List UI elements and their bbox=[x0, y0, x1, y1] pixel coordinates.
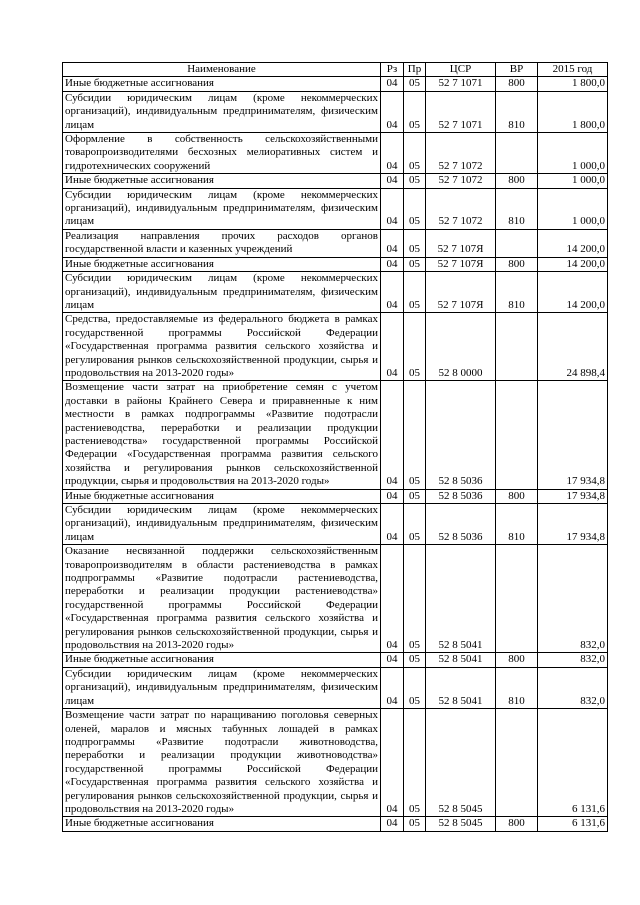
table-row bbox=[63, 133, 608, 174]
table-row bbox=[63, 188, 608, 229]
header-sum: 2015 год bbox=[538, 63, 608, 77]
cell-pr: 05 bbox=[404, 188, 426, 229]
cell-sum: 6 131,6 bbox=[538, 709, 608, 817]
cell-vr bbox=[496, 133, 538, 174]
header-row bbox=[63, 63, 608, 77]
cell-csr: 52 8 5041 bbox=[426, 667, 496, 708]
table-row bbox=[63, 272, 608, 313]
cell-vr: 810 bbox=[496, 91, 538, 132]
cell-name: Субсидии юридическим лицам (кроме некоммерческих организаций), индивидуальным предпринимателям, физическим лицам bbox=[63, 272, 381, 313]
cell-pr: 05 bbox=[404, 545, 426, 653]
cell-sum: 1 000,0 bbox=[538, 133, 608, 174]
cell-sum: 17 934,8 bbox=[538, 489, 608, 503]
table-row bbox=[63, 545, 608, 653]
header-rz: Рз bbox=[381, 63, 404, 77]
cell-name: Возмещение части затрат по наращиванию поголовья северных оленей, маралов и мясных табунных лошадей в рамках подпрограммы «Развитие подотрасли животноводства, переработки и реализации продукции животноводства» государственной программы Российской Федерации «Государственная программа развития сельского хозяйства и регулирования рынков сельскохозяйственной продукции, сырья и продовольствия на 2013-2020 годы» bbox=[63, 709, 381, 817]
cell-sum: 1 000,0 bbox=[538, 174, 608, 188]
cell-vr: 800 bbox=[496, 489, 538, 503]
table-row bbox=[63, 489, 608, 503]
cell-name: Оказание несвязанной поддержки сельскохозяйственным товаропроизводителям в области растениеводства в рамках подпрограммы «Развитие подотрасли растениеводства, переработки и реализации продукции растениеводства» государственной программы Российской Федерации «Государственная программа развития сельского хозяйства и регулирования рынков сельскохозяйственной продукции, сырья и продовольствия на 2013-2020 годы» bbox=[63, 545, 381, 653]
cell-csr: 52 7 1072 bbox=[426, 174, 496, 188]
cell-csr: 52 7 107Я bbox=[426, 257, 496, 271]
cell-name: Иные бюджетные ассигнования bbox=[63, 817, 381, 831]
cell-rz: 04 bbox=[381, 133, 404, 174]
cell-pr: 05 bbox=[404, 381, 426, 489]
cell-rz: 04 bbox=[381, 77, 404, 91]
table-row bbox=[63, 91, 608, 132]
cell-csr: 52 7 1071 bbox=[426, 91, 496, 132]
cell-sum: 14 200,0 bbox=[538, 257, 608, 271]
cell-rz: 04 bbox=[381, 272, 404, 313]
cell-vr: 810 bbox=[496, 188, 538, 229]
cell-rz: 04 bbox=[381, 667, 404, 708]
cell-vr: 800 bbox=[496, 257, 538, 271]
table-row bbox=[63, 313, 608, 381]
cell-pr: 05 bbox=[404, 77, 426, 91]
cell-name: Субсидии юридическим лицам (кроме некоммерческих организаций), индивидуальным предпринимателям, физическим лицам bbox=[63, 188, 381, 229]
cell-csr: 52 8 5036 bbox=[426, 504, 496, 545]
cell-name: Реализация направления прочих расходов органов государственной власти и казенных учреждений bbox=[63, 229, 381, 257]
cell-sum: 832,0 bbox=[538, 545, 608, 653]
cell-pr: 05 bbox=[404, 133, 426, 174]
cell-sum: 17 934,8 bbox=[538, 504, 608, 545]
cell-vr bbox=[496, 229, 538, 257]
cell-vr bbox=[496, 545, 538, 653]
table-row bbox=[63, 709, 608, 817]
cell-pr: 05 bbox=[404, 709, 426, 817]
table-row bbox=[63, 381, 608, 489]
header-vr: ВР bbox=[496, 63, 538, 77]
header-name: Наименование bbox=[63, 63, 381, 77]
cell-rz: 04 bbox=[381, 709, 404, 817]
cell-vr: 810 bbox=[496, 504, 538, 545]
cell-rz: 04 bbox=[381, 229, 404, 257]
cell-rz: 04 bbox=[381, 545, 404, 653]
cell-csr: 52 8 5041 bbox=[426, 545, 496, 653]
cell-sum: 1 800,0 bbox=[538, 77, 608, 91]
cell-name: Субсидии юридическим лицам (кроме некоммерческих организаций), индивидуальным предпринимателям, физическим лицам bbox=[63, 667, 381, 708]
table-row bbox=[63, 653, 608, 667]
cell-sum: 1 000,0 bbox=[538, 188, 608, 229]
cell-vr: 810 bbox=[496, 272, 538, 313]
cell-rz: 04 bbox=[381, 257, 404, 271]
cell-pr: 05 bbox=[404, 229, 426, 257]
cell-rz: 04 bbox=[381, 174, 404, 188]
cell-sum: 24 898,4 bbox=[538, 313, 608, 381]
cell-csr: 52 8 5041 bbox=[426, 653, 496, 667]
cell-csr: 52 8 5045 bbox=[426, 817, 496, 831]
cell-pr: 05 bbox=[404, 504, 426, 545]
cell-sum: 14 200,0 bbox=[538, 229, 608, 257]
table-row bbox=[63, 77, 608, 91]
table-row bbox=[63, 817, 608, 831]
table-header bbox=[63, 63, 608, 77]
cell-rz: 04 bbox=[381, 817, 404, 831]
cell-vr: 800 bbox=[496, 653, 538, 667]
cell-vr: 800 bbox=[496, 174, 538, 188]
cell-vr: 800 bbox=[496, 77, 538, 91]
cell-rz: 04 bbox=[381, 313, 404, 381]
cell-rz: 04 bbox=[381, 504, 404, 545]
cell-csr: 52 8 5036 bbox=[426, 489, 496, 503]
cell-rz: 04 bbox=[381, 489, 404, 503]
cell-name: Иные бюджетные ассигнования bbox=[63, 653, 381, 667]
cell-sum: 1 800,0 bbox=[538, 91, 608, 132]
cell-csr: 52 8 0000 bbox=[426, 313, 496, 381]
cell-pr: 05 bbox=[404, 313, 426, 381]
cell-csr: 52 8 5045 bbox=[426, 709, 496, 817]
cell-sum: 14 200,0 bbox=[538, 272, 608, 313]
cell-pr: 05 bbox=[404, 257, 426, 271]
cell-name: Средства, предоставляемые из федерального бюджета в рамках государственной программы Российской Федерации «Государственная программа развития сельского хозяйства и регулирования рынков сельскохозяйственной продукции, сырья и продовольствия на 2013-2020 годы» bbox=[63, 313, 381, 381]
cell-vr bbox=[496, 709, 538, 817]
cell-csr: 52 7 1072 bbox=[426, 133, 496, 174]
cell-vr: 810 bbox=[496, 667, 538, 708]
cell-vr bbox=[496, 381, 538, 489]
cell-pr: 05 bbox=[404, 489, 426, 503]
header-pr: Пр bbox=[404, 63, 426, 77]
cell-name: Иные бюджетные ассигнования bbox=[63, 77, 381, 91]
table-row bbox=[63, 667, 608, 708]
cell-csr: 52 8 5036 bbox=[426, 381, 496, 489]
cell-sum: 832,0 bbox=[538, 667, 608, 708]
cell-name: Иные бюджетные ассигнования bbox=[63, 257, 381, 271]
cell-csr: 52 7 107Я bbox=[426, 229, 496, 257]
table-row bbox=[63, 257, 608, 271]
table-body bbox=[63, 77, 608, 831]
cell-rz: 04 bbox=[381, 381, 404, 489]
table-row bbox=[63, 504, 608, 545]
cell-name: Субсидии юридическим лицам (кроме некоммерческих организаций), индивидуальным предпринимателям, физическим лицам bbox=[63, 91, 381, 132]
cell-sum: 17 934,8 bbox=[538, 381, 608, 489]
cell-vr: 800 bbox=[496, 817, 538, 831]
cell-name: Оформление в собственность сельскохозяйственными товаропроизводителями бесхозных мелиоративных систем и гидротехнических сооружений bbox=[63, 133, 381, 174]
cell-pr: 05 bbox=[404, 667, 426, 708]
cell-pr: 05 bbox=[404, 174, 426, 188]
cell-name: Субсидии юридическим лицам (кроме некоммерческих организаций), индивидуальным предпринимателям, физическим лицам bbox=[63, 504, 381, 545]
cell-vr bbox=[496, 313, 538, 381]
cell-pr: 05 bbox=[404, 817, 426, 831]
cell-sum: 832,0 bbox=[538, 653, 608, 667]
document-page bbox=[62, 62, 608, 832]
cell-rz: 04 bbox=[381, 653, 404, 667]
cell-name: Иные бюджетные ассигнования bbox=[63, 174, 381, 188]
header-csr: ЦСР bbox=[426, 63, 496, 77]
cell-name: Возмещение части затрат на приобретение семян с учетом доставки в районы Крайнего Севера и приравненные к ним местности в рамках подпрограммы «Развитие подотрасли растениеводства, переработки и реализации продукции растениеводства» государственной программы Российской Федерации «Государственная программа развития сельского хозяйства и регулирования рынков сельскохозяйственной продукции, сырья и продовольствия на 2013-2020 годы» bbox=[63, 381, 381, 489]
cell-sum: 6 131,6 bbox=[538, 817, 608, 831]
cell-csr: 52 7 107Я bbox=[426, 272, 496, 313]
budget-table bbox=[62, 62, 608, 832]
cell-pr: 05 bbox=[404, 272, 426, 313]
table-row bbox=[63, 174, 608, 188]
cell-pr: 05 bbox=[404, 91, 426, 132]
cell-name: Иные бюджетные ассигнования bbox=[63, 489, 381, 503]
cell-csr: 52 7 1072 bbox=[426, 188, 496, 229]
cell-rz: 04 bbox=[381, 91, 404, 132]
table-row bbox=[63, 229, 608, 257]
cell-rz: 04 bbox=[381, 188, 404, 229]
cell-pr: 05 bbox=[404, 653, 426, 667]
cell-csr: 52 7 1071 bbox=[426, 77, 496, 91]
